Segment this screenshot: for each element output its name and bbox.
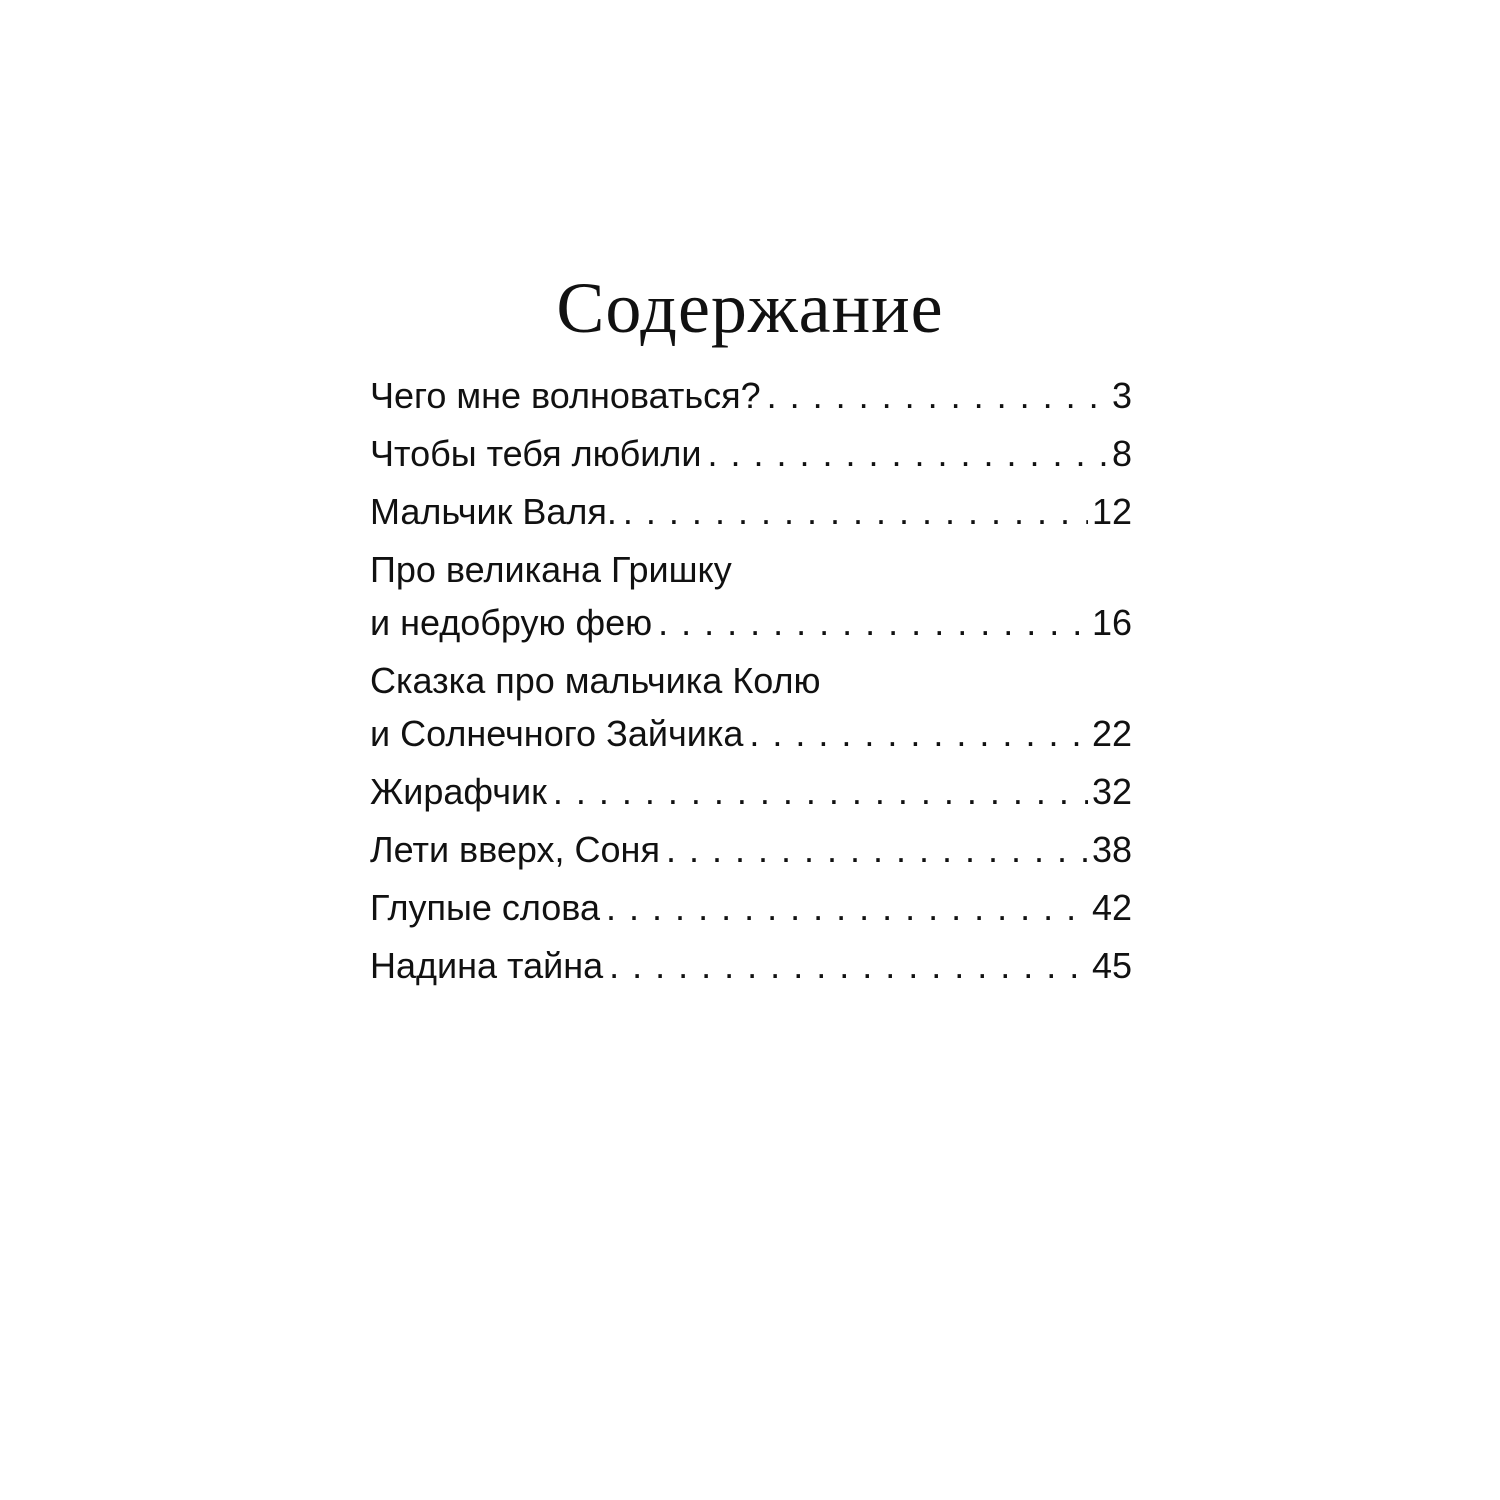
toc-line — [370, 707, 1132, 760]
toc-line — [370, 596, 1132, 649]
dot-leader — [623, 485, 1088, 538]
toc-entry — [370, 765, 1132, 818]
toc-entry-title-continued: и недобрую фею — [370, 602, 653, 643]
dot-leader — [553, 765, 1088, 818]
toc-page-number: 8 — [1111, 433, 1132, 474]
toc-line — [370, 485, 1132, 538]
page-title: Содержание — [556, 268, 944, 348]
toc-entry — [370, 427, 1132, 480]
toc-entry — [370, 654, 1132, 760]
toc-entry-title: Про великана Гришку — [370, 549, 732, 590]
toc-entry-title: Глупые слова — [370, 887, 601, 928]
toc-entry-title: Мальчик Валя. — [370, 491, 617, 532]
toc-line — [370, 939, 1132, 992]
toc-line — [370, 823, 1132, 876]
toc-page-number: 22 — [1091, 713, 1132, 754]
toc-page-number: 32 — [1091, 771, 1132, 812]
toc-entry-title: Жирафчик — [370, 771, 547, 812]
toc-entry — [370, 939, 1132, 992]
toc-entry — [370, 485, 1132, 538]
toc-page-number: 12 — [1091, 491, 1132, 532]
toc-page-number: 42 — [1091, 887, 1132, 928]
table-of-contents — [370, 369, 1132, 997]
toc-line — [370, 369, 1132, 422]
toc-entry — [370, 881, 1132, 934]
dot-leader — [767, 369, 1108, 422]
toc-entry-title: Лети вверх, Соня — [370, 829, 660, 870]
dot-leader — [609, 939, 1088, 992]
dot-leader — [666, 823, 1088, 876]
dot-leader — [749, 707, 1088, 760]
toc-line — [370, 543, 1132, 596]
toc-entry — [370, 543, 1132, 649]
dot-leader — [606, 881, 1088, 934]
toc-entry-title: Чтобы тебя любили — [370, 433, 702, 474]
toc-line — [370, 881, 1132, 934]
toc-line — [370, 765, 1132, 818]
toc-entry-title: Надина тайна — [370, 945, 604, 986]
toc-page-number: 16 — [1091, 602, 1132, 643]
dot-leader — [658, 596, 1088, 649]
toc-page-number: 3 — [1111, 375, 1132, 416]
toc-entry — [370, 823, 1132, 876]
toc-page-number: 45 — [1091, 945, 1132, 986]
dot-leader — [707, 427, 1107, 480]
toc-entry-title: Чего мне волноваться? — [370, 375, 761, 416]
toc-line — [370, 654, 1132, 707]
toc-page-number: 38 — [1091, 829, 1132, 870]
toc-entry-title: Сказка про мальчика Колю — [370, 660, 821, 701]
toc-entry-title-continued: и Солнечного Зайчика — [370, 713, 744, 754]
toc-line — [370, 427, 1132, 480]
toc-entry — [370, 369, 1132, 422]
